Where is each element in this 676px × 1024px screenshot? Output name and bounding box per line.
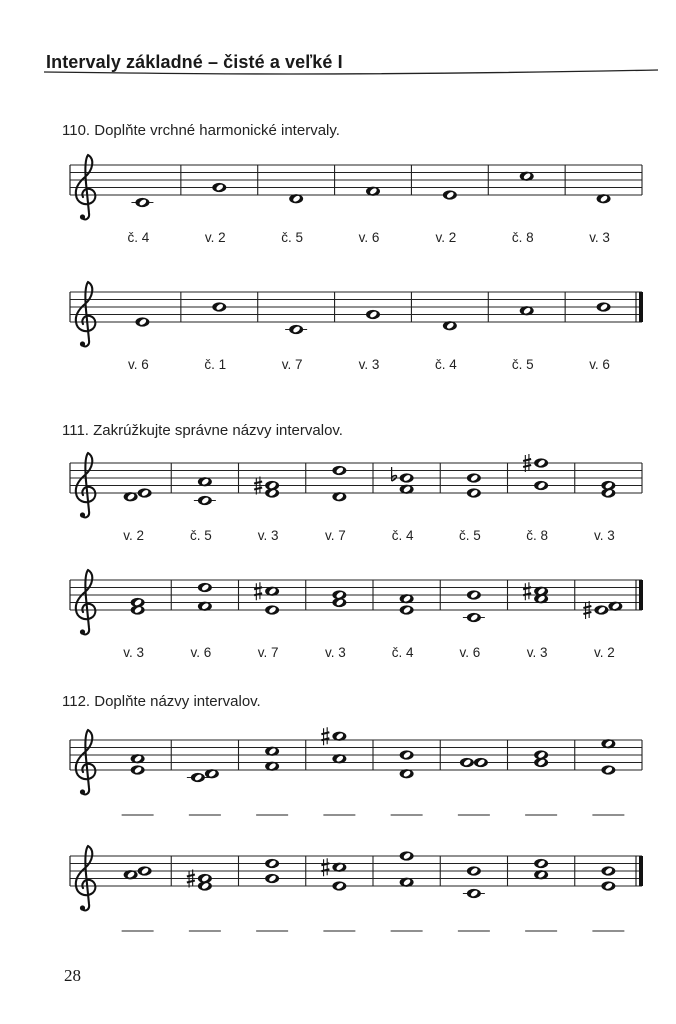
interval-label: č. 5 [511,357,534,372]
interval-label: v. 3 [123,645,145,660]
interval-label: v. 3 [324,645,346,660]
whole-note [400,485,414,494]
whole-note [443,190,457,199]
whole-note [265,762,279,771]
whole-note [467,866,481,875]
whole-note [601,765,615,774]
music-staff [0,720,676,830]
exercise-heading: 112. Doplňte názvy intervalov. [62,693,261,710]
whole-note [212,183,226,192]
interval-label: č. 4 [434,357,457,372]
whole-note [534,587,548,596]
exercise-heading: 111. Zakrúžkujte správne názvy intervalov. [62,422,343,439]
interval-label: v. 2 [435,230,457,245]
whole-note [601,739,615,748]
whole-note [138,488,152,497]
whole-note [443,321,457,330]
whole-note [400,878,414,887]
whole-note [138,866,152,875]
sharp-icon [321,858,329,876]
whole-note [460,758,474,767]
whole-note [332,492,346,501]
whole-note [366,187,380,196]
whole-note [597,194,611,203]
music-staff [0,272,676,382]
whole-note [124,870,138,879]
whole-note [400,473,414,482]
whole-note [332,881,346,890]
whole-note [467,889,481,898]
interval-label: v. 6 [459,645,481,660]
whole-note [400,750,414,759]
whole-note [332,466,346,475]
final-barline-thick [639,292,643,322]
exercise-heading: 110. Doplňte vrchné harmonické intervaly. [62,122,340,139]
whole-note [400,605,414,614]
whole-note [597,302,611,311]
whole-note [467,613,481,622]
whole-note [205,769,219,778]
whole-note [601,866,615,875]
whole-note [265,481,279,490]
whole-note [131,754,145,763]
music-staff [0,145,676,255]
whole-note [594,605,608,614]
interval-label: v. 6 [128,357,149,372]
whole-note [198,583,212,592]
interval-label: č. 4 [127,230,150,245]
whole-note [608,602,622,611]
interval-label: v. 3 [526,645,548,660]
whole-note [198,496,212,505]
whole-note [534,870,548,879]
whole-note [198,477,212,486]
whole-note [400,851,414,860]
whole-note [467,473,481,482]
whole-note [265,605,279,614]
whole-note [289,194,303,203]
whole-note [289,325,303,334]
interval-label: v. 7 [257,645,279,660]
interval-label: č. 8 [526,528,549,543]
interval-label: v. 6 [358,230,380,245]
interval-label: č. 4 [391,528,414,543]
whole-note [534,750,548,759]
whole-note [198,602,212,611]
music-staff [0,443,676,553]
whole-note [332,590,346,599]
whole-note [332,754,346,763]
interval-label: v. 3 [257,528,279,543]
interval-label: č. 5 [189,528,212,543]
interval-label: v. 7 [324,528,346,543]
whole-note [124,492,138,501]
whole-note [400,594,414,603]
interval-label: č. 1 [204,357,227,372]
whole-note [332,863,346,872]
whole-note [265,874,279,883]
whole-note [265,747,279,756]
sharp-icon [321,727,329,745]
whole-note [131,765,145,774]
interval-label: č. 5 [458,528,481,543]
interval-label: v. 6 [190,645,212,660]
music-staff [0,560,676,670]
whole-note [191,773,205,782]
sharp-icon [254,582,262,600]
whole-note [601,881,615,890]
interval-label: v. 2 [123,528,145,543]
interval-label: v. 3 [589,230,610,245]
page-title: Intervaly základné – čisté a veľké I [46,52,343,72]
title-underline [44,62,658,82]
interval-label: v. 3 [593,528,615,543]
whole-note [135,198,149,207]
music-staff [0,836,676,946]
whole-note [400,769,414,778]
whole-note [332,732,346,741]
whole-note [135,317,149,326]
interval-label: č. 4 [391,645,414,660]
interval-label: v. 6 [589,357,610,372]
whole-note [601,481,615,490]
whole-note [520,172,534,181]
whole-note [474,758,488,767]
interval-label: č. 8 [511,230,534,245]
interval-label: v. 7 [281,357,303,372]
final-barline-thick [639,580,643,610]
whole-note [212,302,226,311]
interval-label: č. 5 [281,230,304,245]
page-number: 28 [64,966,81,985]
whole-note [534,458,548,467]
whole-note [467,488,481,497]
flat-icon [392,467,397,481]
final-barline-thick [639,856,643,886]
whole-note [131,598,145,607]
interval-label: v. 2 [593,645,615,660]
interval-label: v. 3 [358,357,380,372]
interval-label: v. 2 [204,230,226,245]
whole-note [366,310,380,319]
whole-note [520,306,534,315]
whole-note [467,590,481,599]
whole-note [534,859,548,868]
whole-note [265,587,279,596]
whole-note [534,481,548,490]
whole-note [265,859,279,868]
whole-note [198,874,212,883]
sharp-icon [523,582,531,600]
